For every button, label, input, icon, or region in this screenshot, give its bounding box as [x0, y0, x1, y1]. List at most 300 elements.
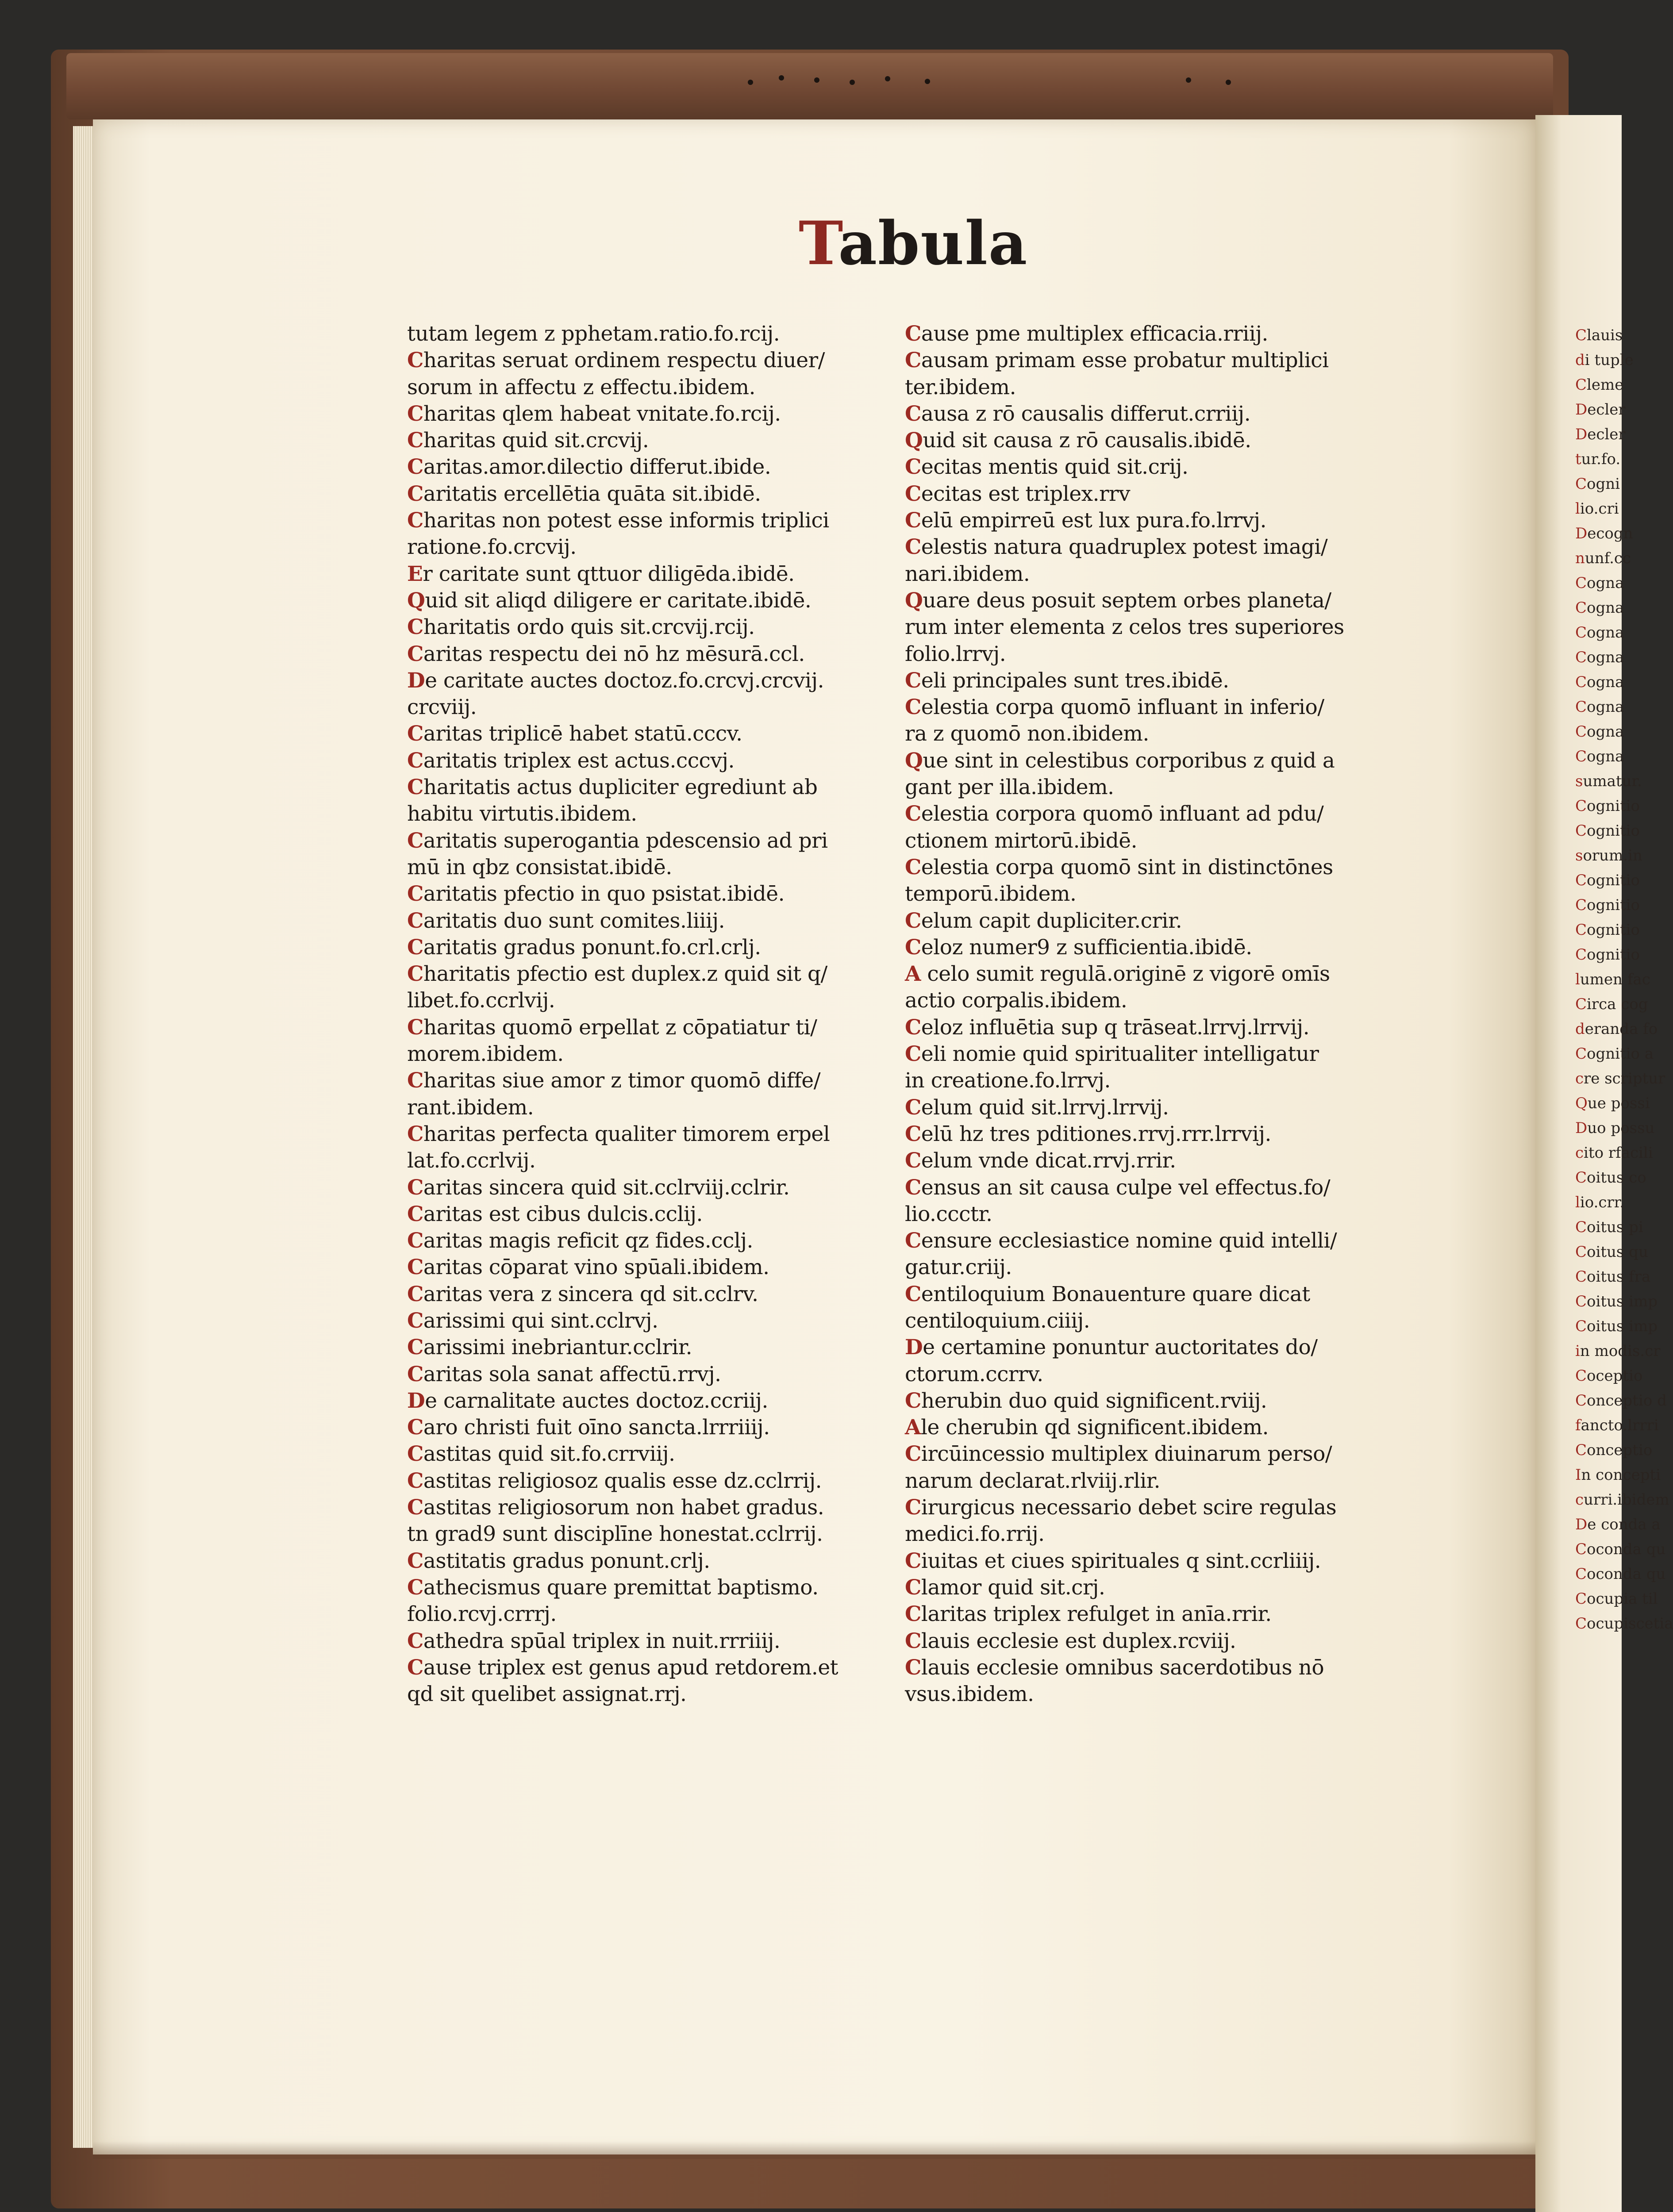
- rubricated-initial: C: [407, 1495, 423, 1520]
- index-entry-line: [407, 347, 916, 374]
- next-page-fragment: lio.crr.: [1575, 1194, 1625, 1211]
- binding-top-edge: [66, 53, 1553, 119]
- rubricated-initial: C: [905, 1121, 921, 1146]
- entry-text: ausa z rō causalis differut.crriij.: [921, 401, 1251, 426]
- entry-text: elestia corpa quomō influant in inferio/: [921, 695, 1324, 720]
- next-page-fragment: Decler: [1575, 426, 1626, 443]
- index-entry-line: [407, 1601, 916, 1628]
- next-page-fragment: Cognitio: [1575, 921, 1640, 939]
- index-entry-line: [905, 347, 1414, 374]
- rubricated-initial: Q: [905, 748, 923, 773]
- index-entry-line: [407, 881, 916, 907]
- rubricated-initial: C: [407, 1415, 423, 1440]
- index-entry-line: [905, 1068, 1414, 1094]
- entry-text: arissimi qui sint.cclrvj.: [423, 1308, 658, 1333]
- stitch-hole: [814, 77, 819, 83]
- index-entry-line: [407, 588, 916, 614]
- next-page-fragment: Coconda qu: [1575, 1565, 1666, 1583]
- index-entry-line: [905, 588, 1414, 614]
- entry-text: e carnalitate auctes doctoz.ccriij.: [425, 1388, 768, 1413]
- index-entry-line: [407, 1041, 916, 1068]
- index-entry-line: [407, 1148, 916, 1174]
- entry-text: lamor quid sit.crj.: [921, 1575, 1105, 1600]
- stitch-hole: [925, 79, 930, 84]
- entry-text: aritatis pfectio in quo psistat.ibidē.: [423, 882, 785, 906]
- index-entry-line: [905, 961, 1414, 987]
- entry-text: haritas quid sit.crcvij.: [423, 428, 649, 453]
- entry-text: ratione.fo.crcvij.: [407, 535, 577, 560]
- rubricated-initial: A: [905, 962, 921, 987]
- entry-text: astitatis gradus ponunt.crlj.: [423, 1548, 710, 1573]
- next-page-fragment: Cogna: [1575, 698, 1624, 716]
- entry-text: astitas quid sit.fo.crrviij.: [423, 1442, 675, 1467]
- rubricated-initial: C: [905, 935, 921, 960]
- index-entry-line: [407, 1681, 916, 1708]
- index-entry-line: [905, 721, 1414, 747]
- index-entry-line: [407, 1655, 916, 1681]
- index-entry-line: [905, 1334, 1414, 1361]
- index-entry-line: [905, 1655, 1414, 1681]
- index-entry-line: [905, 1308, 1414, 1334]
- entry-text: aritas sola sanat affectū.rrvj.: [423, 1362, 721, 1386]
- entry-text: astitas religiosoz qualis esse dz.cclrrij.: [423, 1468, 822, 1493]
- index-entry-line: [905, 774, 1414, 801]
- index-entry-line: [905, 1628, 1414, 1655]
- entry-text: centiloquium.ciiij.: [905, 1308, 1090, 1333]
- rubricated-initial: C: [407, 1282, 423, 1306]
- title-initial: T: [799, 208, 838, 278]
- entry-text: elestia corpora quomō influant ad pdu/: [921, 802, 1324, 826]
- index-entry-line: [407, 748, 916, 774]
- rubricated-initial: C: [407, 908, 423, 933]
- entry-text: gatur.criij.: [905, 1255, 1012, 1280]
- index-entry-line: [407, 1228, 916, 1254]
- next-page-fragment: Circa cog: [1575, 995, 1648, 1013]
- entry-text: ter.ibidem.: [905, 375, 1016, 399]
- index-entry-line: [407, 774, 916, 801]
- index-entry-line: [905, 641, 1414, 668]
- next-page-fragment: Cocupia til: [1575, 1590, 1658, 1608]
- rubricated-initial: C: [905, 455, 921, 480]
- entry-text: gant per illa.ibidem.: [905, 775, 1114, 800]
- index-entry-line: [905, 1521, 1414, 1548]
- entry-text: athedra spūal triplex in nuit.rrriiij.: [423, 1628, 781, 1653]
- index-entry-line: [407, 641, 916, 668]
- index-entry-line: [905, 534, 1414, 561]
- index-entry-line: [407, 828, 916, 854]
- entry-text: aritatis superogantia pdescensio ad pri: [423, 828, 828, 853]
- index-entry-line: [407, 1014, 916, 1041]
- index-entry-line: [905, 1441, 1414, 1467]
- title-rest: abula: [838, 208, 1028, 278]
- stitch-hole: [885, 76, 890, 81]
- rubricated-initial: C: [407, 1362, 423, 1386]
- entry-text: ensus an sit causa culpe vel effectus.fo/: [921, 1175, 1331, 1200]
- index-entry-line: [407, 1628, 916, 1655]
- index-entry-line: [407, 1388, 916, 1414]
- rubricated-initial: C: [905, 1282, 921, 1306]
- index-entry-line: [905, 908, 1414, 934]
- entry-text: lauis ecclesie omnibus sacerdotibus nō: [921, 1655, 1324, 1680]
- entry-text: irurgicus necessario debet scire regulas: [921, 1495, 1337, 1520]
- entry-text: iuitas et ciues spirituales q sint.ccrliiij.: [921, 1548, 1321, 1573]
- entry-text: eli nomie quid spiritualiter intelligatur: [921, 1042, 1319, 1067]
- next-page-fragment: Cognitio: [1575, 797, 1640, 815]
- rubricated-initial: C: [407, 1628, 423, 1653]
- next-page-fragment: Coconda qu: [1575, 1540, 1666, 1558]
- index-entry-line: [905, 828, 1414, 854]
- index-entry-line: [905, 801, 1414, 827]
- rubricated-initial: A: [905, 1415, 921, 1440]
- entry-text: ra z quomō non.ibidem.: [905, 722, 1149, 746]
- index-entry-line: [407, 1068, 916, 1094]
- next-page-fragment: Conceptio: [1575, 1441, 1653, 1459]
- index-entry-line: [905, 614, 1414, 641]
- rubricated-initial: C: [905, 535, 921, 560]
- index-entry-line: [407, 1494, 916, 1521]
- index-column-left: [407, 321, 916, 1708]
- index-entry-line: [407, 801, 916, 827]
- entry-text: actio corpalis.ibidem.: [905, 988, 1127, 1013]
- next-page-fragment: Cognitio: [1575, 872, 1640, 889]
- index-entry-line: [407, 1334, 916, 1361]
- index-entry-line: [407, 854, 916, 881]
- index-entry-line: [407, 1575, 916, 1601]
- entry-text: eloz numer9 z sufficientia.ibidē.: [921, 935, 1252, 960]
- entry-text: aritas cōparat vino spūali.ibidem.: [423, 1255, 769, 1280]
- entry-text: lat.fo.ccrlvij.: [407, 1148, 536, 1173]
- entry-text: haritatis ordo quis sit.crcvij.rcij.: [423, 615, 755, 640]
- next-page-fragment: Cogni: [1575, 475, 1620, 493]
- entry-text: qd sit quelibet assignat.rrj.: [407, 1682, 687, 1707]
- next-page-fragment: Cogna: [1575, 649, 1624, 666]
- index-entry-line: [407, 481, 916, 507]
- rubricated-initial: C: [905, 855, 921, 879]
- next-page-fragment: Cognitio a: [1575, 1045, 1654, 1063]
- index-entry-line: [905, 1254, 1414, 1281]
- next-page-fragment: De conda a: [1575, 1516, 1661, 1533]
- index-entry-line: [407, 1201, 916, 1228]
- entry-text: uid sit causa z rō causalis.ibidē.: [923, 428, 1251, 453]
- entry-text: aritas sincera quid sit.cclrviij.cclrir.: [423, 1175, 790, 1200]
- entry-text: aritatis duo sunt comites.liiij.: [423, 908, 725, 933]
- entry-text: aritatis triplex est actus.cccvj.: [423, 748, 735, 773]
- next-page-fragment: Coitus qu: [1575, 1243, 1648, 1261]
- next-page-fragment: sumatur.: [1575, 772, 1642, 790]
- next-page-fragment: sorum.in: [1575, 847, 1642, 864]
- next-page-fragment: Clauis: [1575, 326, 1623, 344]
- entry-text: ensure ecclesiastice nomine quid intelli/: [921, 1229, 1337, 1253]
- index-entry-line: [905, 694, 1414, 721]
- next-page-fragment: Decogn: [1575, 525, 1633, 542]
- rubricated-initial: C: [905, 401, 921, 426]
- entry-text: elestia corpa quomō sint in distinctōnes: [921, 855, 1333, 879]
- index-entry-line: [407, 374, 916, 401]
- next-page-fragment: Cogna: [1575, 723, 1624, 741]
- index-entry-line: [905, 1148, 1414, 1174]
- stitch-hole: [1186, 77, 1191, 83]
- index-entry-line: [407, 934, 916, 961]
- index-entry-line: [407, 427, 916, 454]
- entry-text: astitas religiosorum non habet gradus.: [423, 1495, 824, 1520]
- entry-text: athecismus quare premittat baptismo.: [423, 1575, 819, 1600]
- index-entry-line: [407, 1121, 916, 1148]
- entry-text: haritas quomō erpellat z cōpatiatur ti/: [423, 1015, 817, 1040]
- next-page-fragment: In concepti: [1575, 1466, 1661, 1484]
- rubricated-initial: C: [407, 1655, 423, 1680]
- entry-text: tn grad9 sunt disciplīne honestat.cclrrij.: [407, 1522, 823, 1547]
- index-entry-line: [905, 1414, 1414, 1441]
- index-entry-line: [407, 987, 916, 1014]
- entry-text: sorum in affectu z effectu.ibidem.: [407, 375, 756, 399]
- entry-text: ause pme multiplex efficacia.rriij.: [921, 322, 1268, 346]
- rubricated-initial: C: [905, 802, 921, 826]
- index-entry-line: [905, 1361, 1414, 1388]
- entry-text: eloz influētia sup q trāseat.lrrvj.lrrvij.: [921, 1015, 1310, 1040]
- rubricated-initial: C: [407, 641, 423, 666]
- entry-text: ecitas est triplex.rrv: [921, 481, 1131, 506]
- entry-text: aritas.amor.dilectio differut.ibide.: [423, 455, 771, 480]
- index-entry-line: [905, 561, 1414, 588]
- rubricated-initial: C: [905, 481, 921, 506]
- entry-text: uare deus posuit septem orbes planeta/: [923, 588, 1331, 613]
- stitch-hole: [850, 80, 855, 85]
- index-entry-line: [407, 1361, 916, 1388]
- rubricated-initial: C: [905, 695, 921, 720]
- index-entry-line: [905, 668, 1414, 694]
- rubricated-initial: C: [407, 962, 423, 987]
- index-entry-line: [905, 1228, 1414, 1254]
- index-entry-line: [407, 401, 916, 427]
- entry-text: medici.fo.rrij.: [905, 1522, 1045, 1547]
- rubricated-initial: C: [905, 348, 921, 373]
- entry-text: haritas qlem habeat vnitate.fo.rcij.: [423, 401, 781, 426]
- next-page-fragment: Cogna: [1575, 574, 1624, 592]
- rubricated-initial: C: [407, 481, 423, 506]
- next-page-fragment: tur.fo.: [1575, 450, 1621, 468]
- next-page-fragment: Cogna: [1575, 599, 1624, 617]
- next-page-fragment: in modis.cr: [1575, 1342, 1661, 1360]
- entry-text: entiloquium Bonauenture quare dicat: [921, 1282, 1310, 1306]
- index-entry-line: [407, 1254, 916, 1281]
- rubricated-initial: Q: [407, 588, 425, 613]
- entry-text: le cherubin qd significent.ibidem.: [920, 1415, 1269, 1440]
- next-page-fragment: Coitus co: [1575, 1169, 1646, 1187]
- next-page-fragment: cito rfacili: [1575, 1144, 1653, 1162]
- index-entry-line: [905, 374, 1414, 401]
- rubricated-initial: C: [905, 1575, 921, 1600]
- rubricated-initial: C: [905, 1628, 921, 1653]
- entry-text: nari.ibidem.: [905, 561, 1030, 586]
- entry-text: habitu virtutis.ibidem.: [407, 802, 637, 826]
- rubricated-initial: C: [905, 322, 921, 346]
- index-entry-line: [407, 1414, 916, 1441]
- index-entry-line: [905, 854, 1414, 881]
- entry-text: aritas respectu dei nō hz mēsurā.ccl.: [423, 641, 805, 666]
- next-page-strip: [1535, 115, 1673, 2212]
- rubricated-initial: C: [905, 1388, 921, 1413]
- rubricated-initial: C: [905, 1015, 921, 1040]
- entry-text: haritatis pfectio est duplex.z quid sit q/: [423, 962, 827, 987]
- entry-text: aritatis gradus ponunt.fo.crl.crlj.: [423, 935, 761, 960]
- next-page-fragment: lio.cri: [1575, 500, 1619, 518]
- entry-text: haritatis actus dupliciter egrediunt ab: [423, 775, 818, 800]
- index-entry-line: [905, 1041, 1414, 1068]
- index-entry-line: [905, 1281, 1414, 1308]
- entry-text: tutam legem z pphetam.ratio.fo.rcij.: [407, 322, 780, 346]
- entry-text: ctorum.ccrrv.: [905, 1362, 1043, 1386]
- entry-text: elum quid sit.lrrvj.lrrvij.: [921, 1095, 1169, 1120]
- next-page-fragment: Decler: [1575, 401, 1626, 419]
- rubricated-initial: C: [905, 1229, 921, 1253]
- entry-text: mū in qbz consistat.ibidē.: [407, 855, 672, 879]
- next-page-fragment: deranda fo: [1575, 1020, 1658, 1038]
- entry-text: crcviij.: [407, 695, 477, 720]
- rubricated-initial: C: [407, 348, 423, 373]
- entry-text: aritas est cibus dulcis.cclij.: [423, 1202, 703, 1226]
- rubricated-initial: C: [905, 1602, 921, 1627]
- stitch-hole: [748, 80, 753, 85]
- entry-text: ircūincessio multiplex diuinarum perso/: [921, 1442, 1332, 1467]
- index-entry-line: [407, 507, 916, 534]
- rubricated-initial: C: [407, 1468, 423, 1493]
- rubricated-initial: C: [407, 1175, 423, 1200]
- entry-text: herubin duo quid significent.rviij.: [921, 1388, 1267, 1413]
- entry-text: rant.ibidem.: [407, 1095, 534, 1120]
- rubricated-initial: C: [905, 1148, 921, 1173]
- index-entry-line: [905, 1094, 1414, 1121]
- index-entry-line: [905, 748, 1414, 774]
- index-entry-line: [905, 1681, 1414, 1708]
- entry-text: folio.rcvj.crrrj.: [407, 1602, 557, 1627]
- next-page-fragment: lumen fac: [1575, 971, 1650, 988]
- entry-text: folio.lrrvj.: [905, 641, 1006, 666]
- rubricated-initial: Q: [905, 428, 923, 453]
- entry-text: eli principales sunt tres.ibidē.: [921, 668, 1229, 693]
- entry-text: haritas siue amor z timor quomō diffe/: [423, 1068, 821, 1093]
- next-page-fragment: cre scriptur: [1575, 1070, 1665, 1087]
- entry-text: narum declarat.rlviij.rlir.: [905, 1468, 1161, 1493]
- entry-text: r caritate sunt qttuor diligēda.ibidē.: [423, 561, 795, 586]
- rubricated-initial: C: [905, 1095, 921, 1120]
- rubricated-initial: C: [407, 748, 423, 773]
- index-entry-line: [905, 1468, 1414, 1494]
- entry-text: ctionem mirtorū.ibidē.: [905, 828, 1138, 853]
- index-entry-line: [407, 1175, 916, 1201]
- entry-text: haritas perfecta qualiter timorem erpel: [423, 1121, 830, 1146]
- rubricated-initial: C: [905, 908, 921, 933]
- index-entry-line: [407, 1308, 916, 1334]
- index-entry-line: [905, 321, 1414, 347]
- entry-text: aritas magis reficit qz fides.cclj.: [423, 1229, 753, 1253]
- entry-text: laritas triplex refulget in anīa.rrir.: [921, 1602, 1272, 1627]
- entry-text: ecitas mentis quid sit.crij.: [921, 455, 1188, 480]
- rubricated-initial: C: [905, 508, 921, 533]
- index-entry-line: [407, 721, 916, 747]
- rubricated-initial: C: [407, 428, 423, 453]
- rubricated-initial: C: [905, 1175, 921, 1200]
- rubricated-initial: C: [407, 1229, 423, 1253]
- index-entry-line: [407, 1094, 916, 1121]
- rubricated-initial: C: [407, 1442, 423, 1467]
- entry-text: aritas triplicē habet statū.cccv.: [423, 722, 742, 746]
- next-page-fragment: Duo possu: [1575, 1119, 1655, 1137]
- index-entry-line: [905, 1201, 1414, 1228]
- index-entry-line: [407, 1548, 916, 1575]
- entry-text: elestis natura quadruplex potest imagi/: [921, 535, 1328, 560]
- rubricated-initial: C: [905, 1495, 921, 1520]
- next-page-fragment: curri.ibidem: [1575, 1491, 1669, 1509]
- rubricated-initial: C: [407, 1202, 423, 1226]
- next-page-fragment: Que possi: [1575, 1094, 1650, 1112]
- entry-text: elum capit dupliciter.crir.: [921, 908, 1182, 933]
- index-entry-line: [905, 934, 1414, 961]
- index-entry-line: [407, 321, 916, 347]
- index-entry-line: [407, 454, 916, 480]
- rubricated-initial: D: [905, 1335, 923, 1360]
- next-page-fragment: Coitus fra: [1575, 1268, 1651, 1286]
- entry-text: lauis ecclesie est duplex.rcviij.: [921, 1628, 1236, 1653]
- index-entry-line: [905, 427, 1414, 454]
- index-entry-line: [407, 1441, 916, 1467]
- next-page-fragment: Coitus pi: [1575, 1218, 1643, 1236]
- next-page-fragment: Cogna: [1575, 624, 1624, 641]
- rubricated-initial: C: [407, 1015, 423, 1040]
- entry-text: libet.fo.ccrlvij.: [407, 988, 555, 1013]
- entry-text: morem.ibidem.: [407, 1042, 564, 1067]
- index-entry-line: [905, 454, 1414, 480]
- next-page-fragment: Cognitio: [1575, 946, 1640, 964]
- next-page-fragment: di tuple: [1575, 351, 1634, 369]
- entry-text: e certamine ponuntur auctoritates do/: [923, 1335, 1318, 1360]
- entry-text: lio.ccctr.: [905, 1202, 992, 1226]
- index-entry-line: [407, 561, 916, 588]
- entry-text: temporū.ibidem.: [905, 882, 1077, 906]
- rubricated-initial: C: [905, 1442, 921, 1467]
- next-page-fragment: Cogna: [1575, 748, 1624, 765]
- index-entry-line: [905, 401, 1414, 427]
- rubricated-initial: C: [905, 1042, 921, 1067]
- entry-text: celo sumit regulā.originē z vigorē omīs: [920, 962, 1330, 987]
- index-entry-line: [407, 908, 916, 934]
- rubricated-initial: C: [407, 508, 423, 533]
- rubricated-initial: D: [407, 668, 425, 693]
- entry-text: vsus.ibidem.: [905, 1682, 1034, 1707]
- rubricated-initial: C: [407, 1308, 423, 1333]
- rubricated-initial: Q: [905, 588, 923, 613]
- index-entry-line: [905, 1014, 1414, 1041]
- index-entry-line: [407, 961, 916, 987]
- entry-text: aro christi fuit oīno sancta.lrrriiij.: [423, 1415, 770, 1440]
- rubricated-initial: C: [905, 668, 921, 693]
- index-entry-line: [905, 481, 1414, 507]
- rubricated-initial: C: [407, 1335, 423, 1360]
- rubricated-initial: C: [407, 722, 423, 746]
- entry-text: rum inter elementa z celos tres superiores: [905, 615, 1344, 640]
- entry-text: haritas seruat ordinem respectu diuer/: [423, 348, 825, 373]
- next-page-fragment: Coitus imp: [1575, 1293, 1658, 1310]
- next-page-fragment: Coceptio: [1575, 1367, 1643, 1385]
- rubricated-initial: C: [407, 1121, 423, 1146]
- stitch-hole: [1226, 80, 1231, 85]
- index-entry-line: [407, 1521, 916, 1548]
- entry-text: aritas vera z sincera qd sit.cclrv.: [423, 1282, 758, 1306]
- entry-text: in creatione.fo.lrrvj.: [905, 1068, 1111, 1093]
- entry-text: arissimi inebriantur.cclrir.: [423, 1335, 692, 1360]
- rubricated-initial: C: [407, 455, 423, 480]
- rubricated-initial: C: [407, 1548, 423, 1573]
- rubricated-initial: C: [407, 1255, 423, 1280]
